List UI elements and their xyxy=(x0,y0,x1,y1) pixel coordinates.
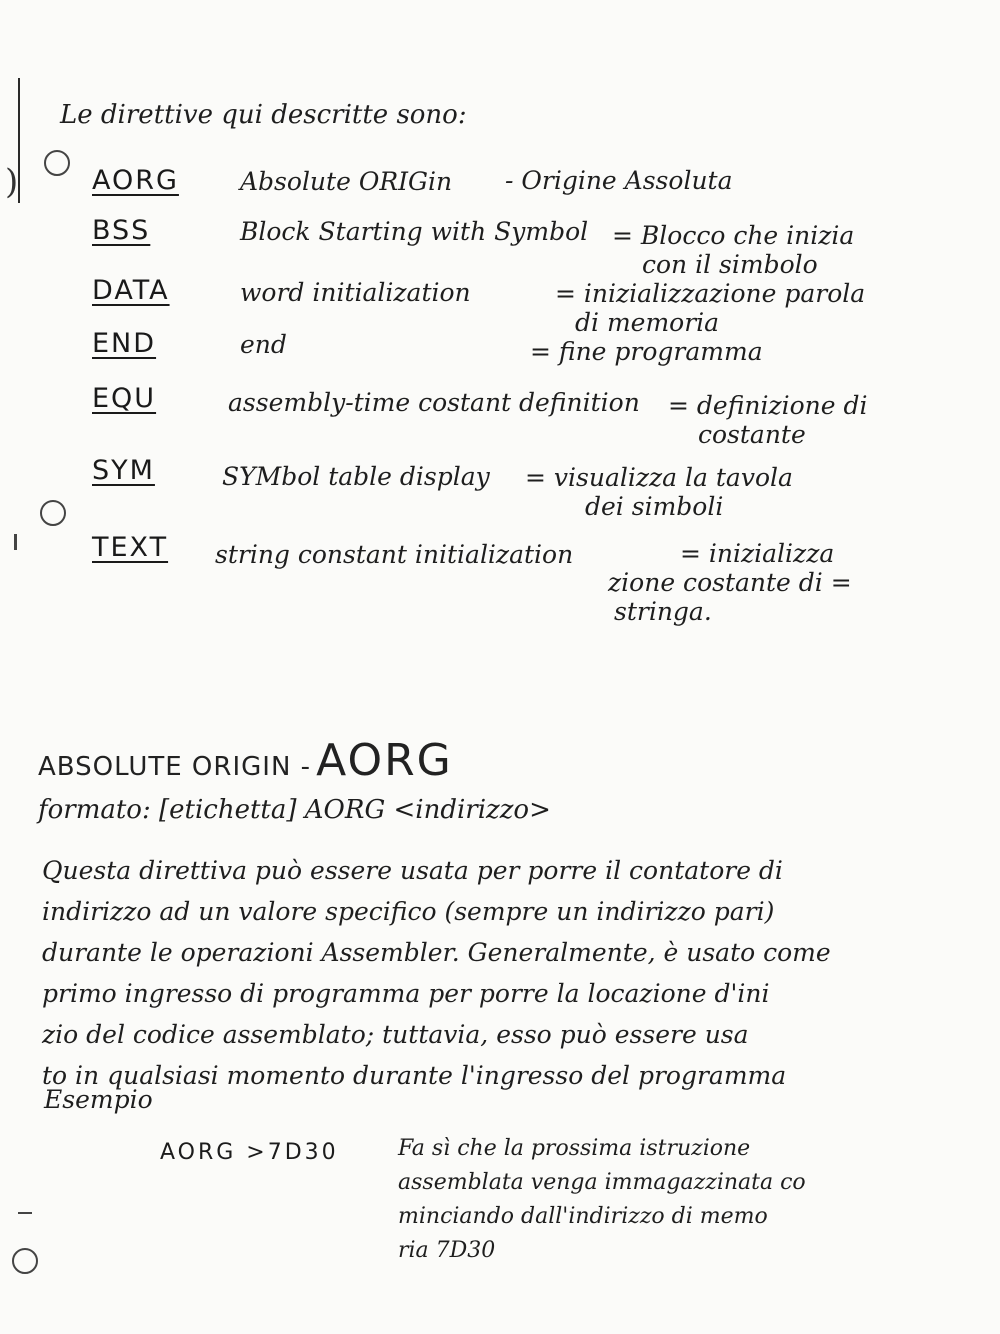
directive-code: TEXT xyxy=(92,532,169,563)
margin-dash-mark xyxy=(18,1212,32,1214)
directive-description: SYMbol table display xyxy=(222,462,490,491)
example-code: AORG >7D30 xyxy=(160,1140,339,1165)
directive-translation: = Blocco che inizia con il simbolo xyxy=(612,221,855,279)
directive-translation: = inizializza zione costante di = stringa. xyxy=(608,539,852,626)
directive-translation: = definizione di costante xyxy=(668,391,868,449)
margin-line xyxy=(18,78,20,203)
directive-description: assembly-time costant definition xyxy=(228,388,640,417)
directive-translation: = inizializzazione parola di memoria xyxy=(555,279,866,337)
directive-code: BSS xyxy=(92,215,151,246)
example-description: Fa sì che la prossima istruzione assemblata venga immagazzinata co minciando dall'indirizzo di memo ria 7D30 xyxy=(398,1136,806,1263)
margin-bracket-mark: ) xyxy=(5,162,19,202)
directive-code: SYM xyxy=(92,455,155,486)
intro-line: Le direttive qui descritte sono: xyxy=(60,100,467,130)
description-paragraph: Questa direttiva può essere usata per porre il contatore di indirizzo ad un valore specifico (sempre un indirizzo pari) durante le operazioni Assembler. Generalmente, è usato come primo ingresso di programma per porre la locazione d'ini zio del codice assemblato; tuttavia, esso può essere usa to in qualsiasi momento durante l'ingresso del programma xyxy=(42,856,831,1090)
punch-hole-icon xyxy=(40,500,66,526)
punch-hole-icon xyxy=(12,1248,38,1274)
directive-description: Absolute ORIGin xyxy=(240,167,453,196)
margin-tick-mark xyxy=(14,534,17,550)
directive-description: string constant initialization xyxy=(215,540,574,569)
directive-translation: = visualizza la tavola dei simboli xyxy=(525,463,793,521)
directive-translation: - Origine Assoluta xyxy=(505,166,733,195)
format-line: formato: [etichetta] AORG <indirizzo> xyxy=(38,795,551,825)
directive-description: Block Starting with Symbol xyxy=(240,217,589,246)
punch-hole-icon xyxy=(44,150,70,176)
example-label: Esempio xyxy=(44,1085,153,1114)
directive-code: END xyxy=(92,328,157,359)
directive-translation: = fine programma xyxy=(530,337,763,366)
directive-code: AORG xyxy=(92,165,179,196)
directive-description: word initialization xyxy=(240,278,471,307)
directive-code: DATA xyxy=(92,275,170,306)
directive-description: end xyxy=(240,330,287,359)
directive-code: EQU xyxy=(92,383,157,414)
section-title: ABSOLUTE ORIGIN - AORG xyxy=(38,735,453,786)
